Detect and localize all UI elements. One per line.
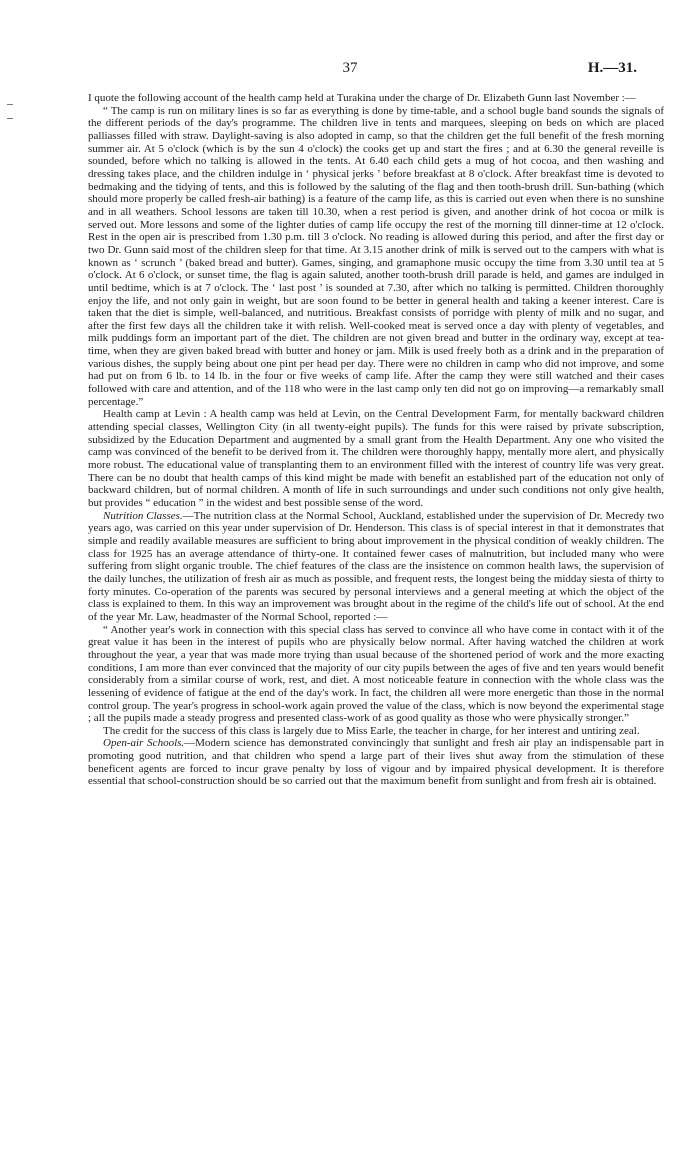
nutrition-classes-paragraph (88, 510, 664, 624)
credit-paragraph: The credit for the success of this class is largely due to Miss Earle, the teacher in charge, for her interest and untiring zeal. (103, 724, 640, 737)
document-reference: H.—31. (587, 60, 637, 76)
open-air-schools-heading: Open-air Schools. (103, 737, 185, 750)
margin-mark (7, 118, 13, 119)
headmaster-report-quote: “ Another year's work in connection with this special class has served to convince all who have come in contact with it of the great value it has been in the interest of pupils who are physically below normal. After having watched the children at work throughout the year, a year that was made more trying than usual because of the shortened period of work and the more exacting conditions, I am more than ever convinced that the majority of our city pupils between the ages of five and ten years would benefit considerably from a similar course of work, rest, and diet. A most noticeable feature in connection with the whole class was the lessening of evidence of fatigue at the end of the day's work. In fact, the children all were more energetic than those in the normal control group. The year's progress in school-work again proved the value of the class, which is now beyond the experimental stage ; all the pupils made a steady progress and presented class-work of as good quality as those who were physically stronger.” (88, 623, 664, 725)
levin-camp-paragraph: Health camp at Levin : A health camp was held at Levin, on the Central Development Farm, for mentally backward children attending special classes, Wellington City (in all twenty-eight pupils). The funds for this were raised by private subscription, subsidized by the Education Department and augmented by a small grant from the Health Department. Any one who visited the camp was convinced of the benefit to be derived from it. The children were thoroughly happy, mentally more alert, and physically more robust. The educational value of transplanting them to an environment filled with the interest of country life was very great. There can be no doubt that health camps of this kind might be made with benefit an established part of the education not only of backward children, but of normal children. A month of life in such surroundings and under such conditions not only give health, but provides “ education ” in the widest and best possible sense of the word. (88, 408, 664, 509)
nutrition-classes-heading: Nutrition Classes. (103, 509, 183, 522)
open-air-schools-text: —Modern science has demonstrated convincingly that sunlight and fresh air play an indispensable part in promoting good nutrition, and that children who spend a large part of their lives shut away from the stimulation of these beneficent agents are forced to incur grave penalty by loss of vigour and by impaired physical development. It is therefore essential that school-construction should be so carried out that the maximum benefit from sunlight and from fresh air is obtained. (88, 737, 664, 788)
margin-mark (7, 104, 13, 105)
intro-paragraph: I quote the following account of the health camp held at Turakina under the charge of Dr. Elizabeth Gunn last November :— (88, 92, 636, 104)
turakina-camp-quote: “ The camp is run on military lines is so far as everything is done by time-table, and a school bugle band sounds the signals of the different periods of the day's programme. The children live in tents and marquees, sleeping on beds on which are placed palliasses filled with straw. Daylight-saving is also adopted in camp, so that the children get the full benefit of the fresh morning summer air. At 5 o'clock (which is by the sun 4 o'clock) the cooks get up and start the fires ; and at 6.30 the general reveille is sounded, before which no talking is allowed in the tents. At 6.40 each child gets a mug of hot cocoa, and then washing and dressing takes place, and the children indulge in ‘ physical jerks ’ before breakfast at 8 o'clock. After breakfast time is devoted to bedmaking and the tidying of tents, and this is followed by the saluting of the flag and then tooth-brush drill. Sun-bathing (which should more properly be called fresh-air bathing) is a feature of the camp life, as this is carried out even when there is no sunshine and in all weathers. School lessons are taken till 10.30, when a rest period is given, and another drink of hot cocoa or milk is served out. More lessons and some of the lighter duties of camp life occupy the rest of the morning till dinner-time at 12 o'clock. Rest in the open air is prescribed from 1.30 p.m. till 3 o'clock. No reading is allowed during this period, and after the first day or two Dr. Gunn said most of the children sleep for that time. At 3.15 another drink of milk is served out to the campers with what is known as ‘ scrunch ’ (baked bread and butter). Games, singing, and gramaphone music occupy the time from 3.30 until tea at 5 o'clock. At 6 o'clock, or sunset time, the flag is again saluted, another tooth-brush drill parade is held, and games are indulged in until bedtime, which is at 7 o'clock. The ‘ last post ’ is sounded at 7.30, after which no talking is permitted. Children thoroughly enjoy the life, and not only gain in weight, but are soon found to be better in general health and taking a keener interest. Care is taken that the diet is simple, well-balanced, and nutritious. Breakfast consists of porridge with plenty of milk and no sugar, and after the first few days all the children take it with relish. Well-cooked meat is served once a day with plenty of vegetables, and milk puddings form an important part of the diet. The children are not given bread and butter in the ordinary way, except at tea-time, when they are given baked bread with butter and honey or jam. Milk is used freely both as a drink and in the preparation of various dishes, the supply being about one pint per head per day. There were no children in camp who did not improve, and some had put on from 6 lb. to 14 lb. in the four or five weeks of camp life. After the camp they were still watched and their cases followed with care and attention, and of the 118 who were in the last camp only ten did not go on improving—a remarkably small percentage.” (88, 104, 664, 408)
document-body (88, 92, 664, 788)
nutrition-classes-text: —The nutrition class at the Normal School, Auckland, established under the supervision of Dr. Mecredy two years ago, was carried on this year under supervision of Dr. Henderson. This class is of special interest in that it demonstrates that simple and readily available measures are sufficient to bring about improvement in the physical condition of weakly children. The class for 1925 has an average attendance of thirty-one. It contained fewer cases of malnutrition, but included many who were suffering from slight organic trouble. The chief features of the class are the insistence on common health laws, the supervision of the daily lunches, the utilization of fresh air as much as possible, and frequent rests, the longest being the midday siesta of thirty to forty minutes. Co-operation of the parents was secured by personal interviews and a general meeting at which the object of the class is explained to them. In this way an improvement was brought about in the regime of the child's life out of school. At the end of the year Mr. Law, headmaster of the Normal School, reported :— (88, 509, 664, 623)
page-number: 37 (342, 60, 358, 76)
open-air-schools-paragraph (88, 737, 664, 788)
